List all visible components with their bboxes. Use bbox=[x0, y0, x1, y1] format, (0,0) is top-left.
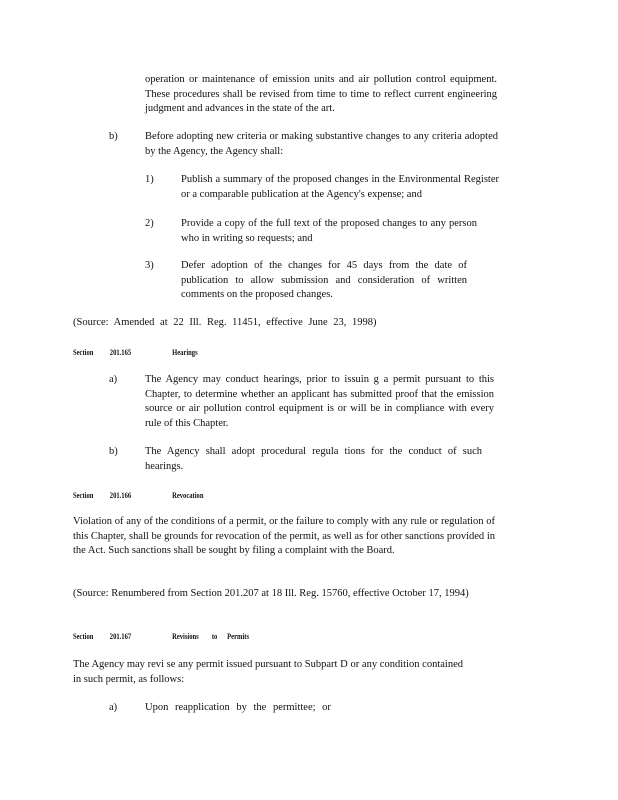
item-a-label: a) bbox=[109, 374, 118, 385]
item-b-text: The Agency shall adopt procedural regula tions for the conduct of such hearings. bbox=[145, 446, 482, 472]
continuation-paragraph: operation or maintenance of emission units and air pollution control equipment. These procedures shall be revised from time to time to reflect current engineering judgment and advances in the state of the art. bbox=[145, 74, 497, 115]
section-heading bbox=[73, 348, 198, 357]
sub-item-label: 2) bbox=[145, 218, 154, 229]
sub-item-text: Defer adoption of the changes for 45 days from the date of publication to allow submission and consideration of written comments on the proposed changes. bbox=[181, 260, 467, 301]
section-title: Revisions bbox=[172, 632, 199, 641]
section-number: 201.165 bbox=[109, 348, 132, 357]
item-a-label: a) bbox=[109, 702, 118, 713]
section-heading bbox=[73, 491, 203, 500]
sub-item-label: 3) bbox=[145, 260, 154, 271]
item-a-text: Upon reapplication by the permittee; or bbox=[145, 702, 331, 713]
section-number: 201.166 bbox=[109, 491, 132, 500]
item-b-label: b) bbox=[109, 446, 118, 457]
section-title: Revocation bbox=[172, 491, 204, 500]
source-note: (Source: Amended at 22 Ill. Reg. 11451, effective June 23, 1998) bbox=[73, 317, 377, 328]
sub-item-text: Publish a summary of the proposed changes in the Environmental Register or a comparable publication at the Agency's expense; and bbox=[181, 174, 499, 200]
sub-item-text: Provide a copy of the full text of the proposed changes to any person who in writing so requests; and bbox=[181, 218, 477, 244]
item-a-text: The Agency may conduct hearings, prior to issuin g a permit pursuant to this Chapter, to determine whether an applicant has submitted proof that the emission source or air pollution control equipment is or will be in compliance with every rule of this Chapter. bbox=[145, 374, 494, 429]
sub-item-label: 1) bbox=[145, 174, 154, 185]
section-title: Permits bbox=[227, 632, 250, 641]
section-title: to bbox=[211, 632, 218, 641]
revisions-paragraph: The Agency may revi se any permit issued pursuant to Subpart D or any condition contained in such permit, as follows: bbox=[73, 659, 463, 685]
revocation-paragraph: Violation of any of the conditions of a permit, or the failure to comply with any rule or regulation of this Chapter, shall be grounds for revocation of the permit, as well as for other sanctions provided in the Act. Such sanctions shall be sought by filing a complaint with the Board. bbox=[73, 516, 495, 557]
section-word: Section bbox=[73, 491, 94, 500]
section-number: 201.167 bbox=[109, 632, 132, 641]
item-b-text: Before adopting new criteria or making substantive changes to any criteria adopted by the Agency, the Agency shall: bbox=[145, 131, 498, 157]
section-heading bbox=[73, 632, 249, 641]
section-word: Section bbox=[73, 348, 94, 357]
item-b-label: b) bbox=[109, 131, 118, 142]
section-title: Hearings bbox=[172, 348, 198, 357]
section-word: Section bbox=[73, 632, 94, 641]
source-note: (Source: Renumbered from Section 201.207 at 18 Ill. Reg. 15760, effective October 17, 1994) bbox=[73, 588, 469, 599]
